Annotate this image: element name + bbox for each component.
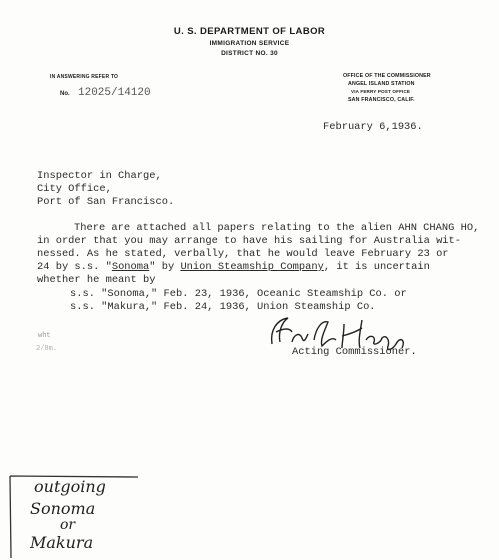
body-text: " by	[149, 261, 181, 273]
refer-label: IN ANSWERING REFER TO	[50, 74, 119, 80]
body-line: in order that you may arrange to have his sailing for Australia wit-	[37, 235, 462, 247]
company-name-underlined: Union Steamship Company	[180, 261, 324, 273]
office-line: OFFICE OF THE COMMISSIONER	[343, 73, 431, 79]
file-number-label: No.	[60, 91, 70, 97]
handwritten-note-line: or	[60, 517, 76, 533]
office-line: VIA FERRY POST OFFICE	[351, 89, 411, 94]
handwritten-note-line: outgoing	[34, 477, 106, 496]
office-line: ANGEL ISLAND STATION	[348, 81, 415, 87]
ship-option: s.s. "Sonoma," Feb. 23, 1936, Oceanic Steamship Co. or	[70, 288, 407, 300]
signer-title: Acting Commissioner.	[292, 346, 417, 358]
letterhead-district: DISTRICT NO. 30	[221, 50, 278, 57]
file-number: 12025/14120	[78, 87, 151, 99]
letterhead-service: IMMIGRATION SERVICE	[209, 40, 290, 47]
body-line: There are attached all papers relating to the alien AHN CHANG HO,	[74, 222, 480, 234]
letter-date: February 6,1936.	[323, 121, 423, 133]
office-line: SAN FRANCISCO, CALIF.	[348, 97, 415, 103]
body-line: nessed. As he stated, verbally, that he would leave February 23 or	[37, 248, 449, 260]
addressee-line: Inspector in Charge,	[37, 170, 162, 182]
handwritten-note-line: Sonoma	[30, 499, 96, 518]
body-line: whether he meant by	[37, 274, 156, 286]
ship-name-underlined: Sonoma	[111, 261, 150, 273]
typist-initials: wht	[38, 332, 51, 340]
handwritten-note-line: Makura	[30, 533, 94, 552]
body-text: , it is uncertain	[323, 261, 430, 273]
letterhead-department: U. S. DEPARTMENT OF LABOR	[173, 26, 326, 37]
addressee-line: Port of San Francisco.	[37, 196, 175, 208]
faint-stamp-mark: 2/8m.	[36, 345, 58, 353]
office-address-block	[343, 72, 431, 104]
body-line	[37, 261, 430, 273]
body-text: 24 by s.s. "	[37, 261, 112, 273]
addressee-line: City Office,	[37, 183, 112, 195]
ship-option: s.s. "Makura," Feb. 24, 1936, Union Steamship Co.	[70, 301, 376, 313]
